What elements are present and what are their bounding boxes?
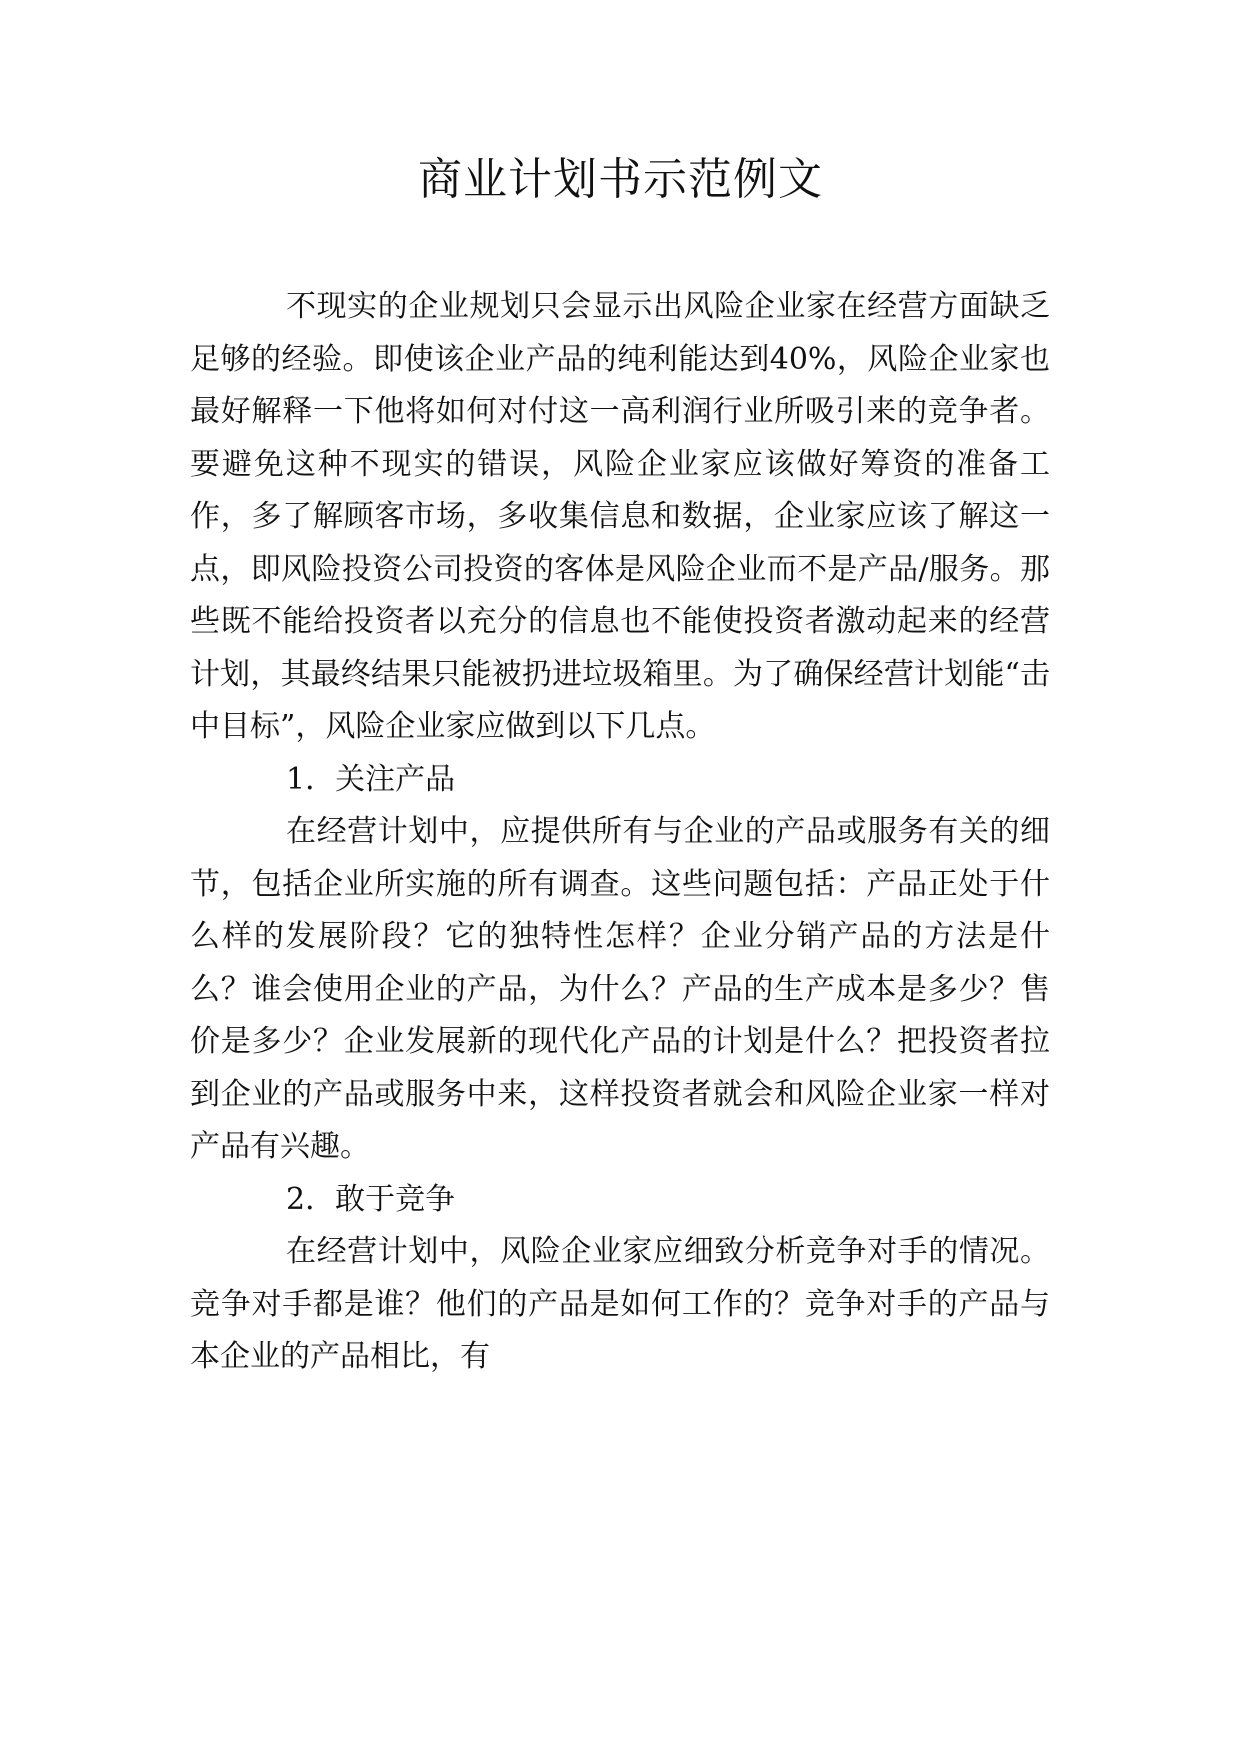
section-heading-focus-product: 1．关注产品	[286, 761, 456, 797]
paragraph-focus-product: 在经营计划中，应提供所有与企业的产品或服务有关的细节，包括企业所实施的所有调查。这些问题包括：产品正处于什么样的发展阶段？它的独特性怎样？企业分销产品的方法是什么？谁会使用企业的产品，为什么？产品的生产成本是多少？售价是多少？企业发展新的现代化产品的计划是什么？把投资者拉到企业的产品或服务中来，这样投资者就会和风险企业家一样对产品有兴趣。	[190, 814, 1050, 1164]
paragraph-intro: 不现实的企业规划只会显示出风险企业家在经营方面缺乏足够的经验。即使该企业产品的纯利能达到40%，风险企业家也最好解释一下他将如何对付这一高利润行业所吸引来的竞争者。要避免这种不现实的错误，风险企业家应该做好筹资的准备工作，多了解顾客市场，多收集信息和数据，企业家应该了解这一点，即风险投资公司投资的客体是风险企业而不是产品/服务。那些既不能给投资者以充分的信息也不能使投资者激动起来的经营计划，其最终结果只能被扔进垃圾箱里。为了确保经营计划能“击中目标”，风险企业家应做到以下几点。	[190, 289, 1050, 744]
document-title: 商业计划书示范例文	[418, 154, 823, 205]
document-body	[190, 281, 1050, 1384]
section-heading-compete: 2．敢于竞争	[286, 1181, 456, 1217]
paragraph-compete: 在经营计划中，风险企业家应细致分析竞争对手的情况。竞争对手都是谁？他们的产品是如何工作的？竞争对手的产品与本企业的产品相比，有	[190, 1234, 1050, 1374]
